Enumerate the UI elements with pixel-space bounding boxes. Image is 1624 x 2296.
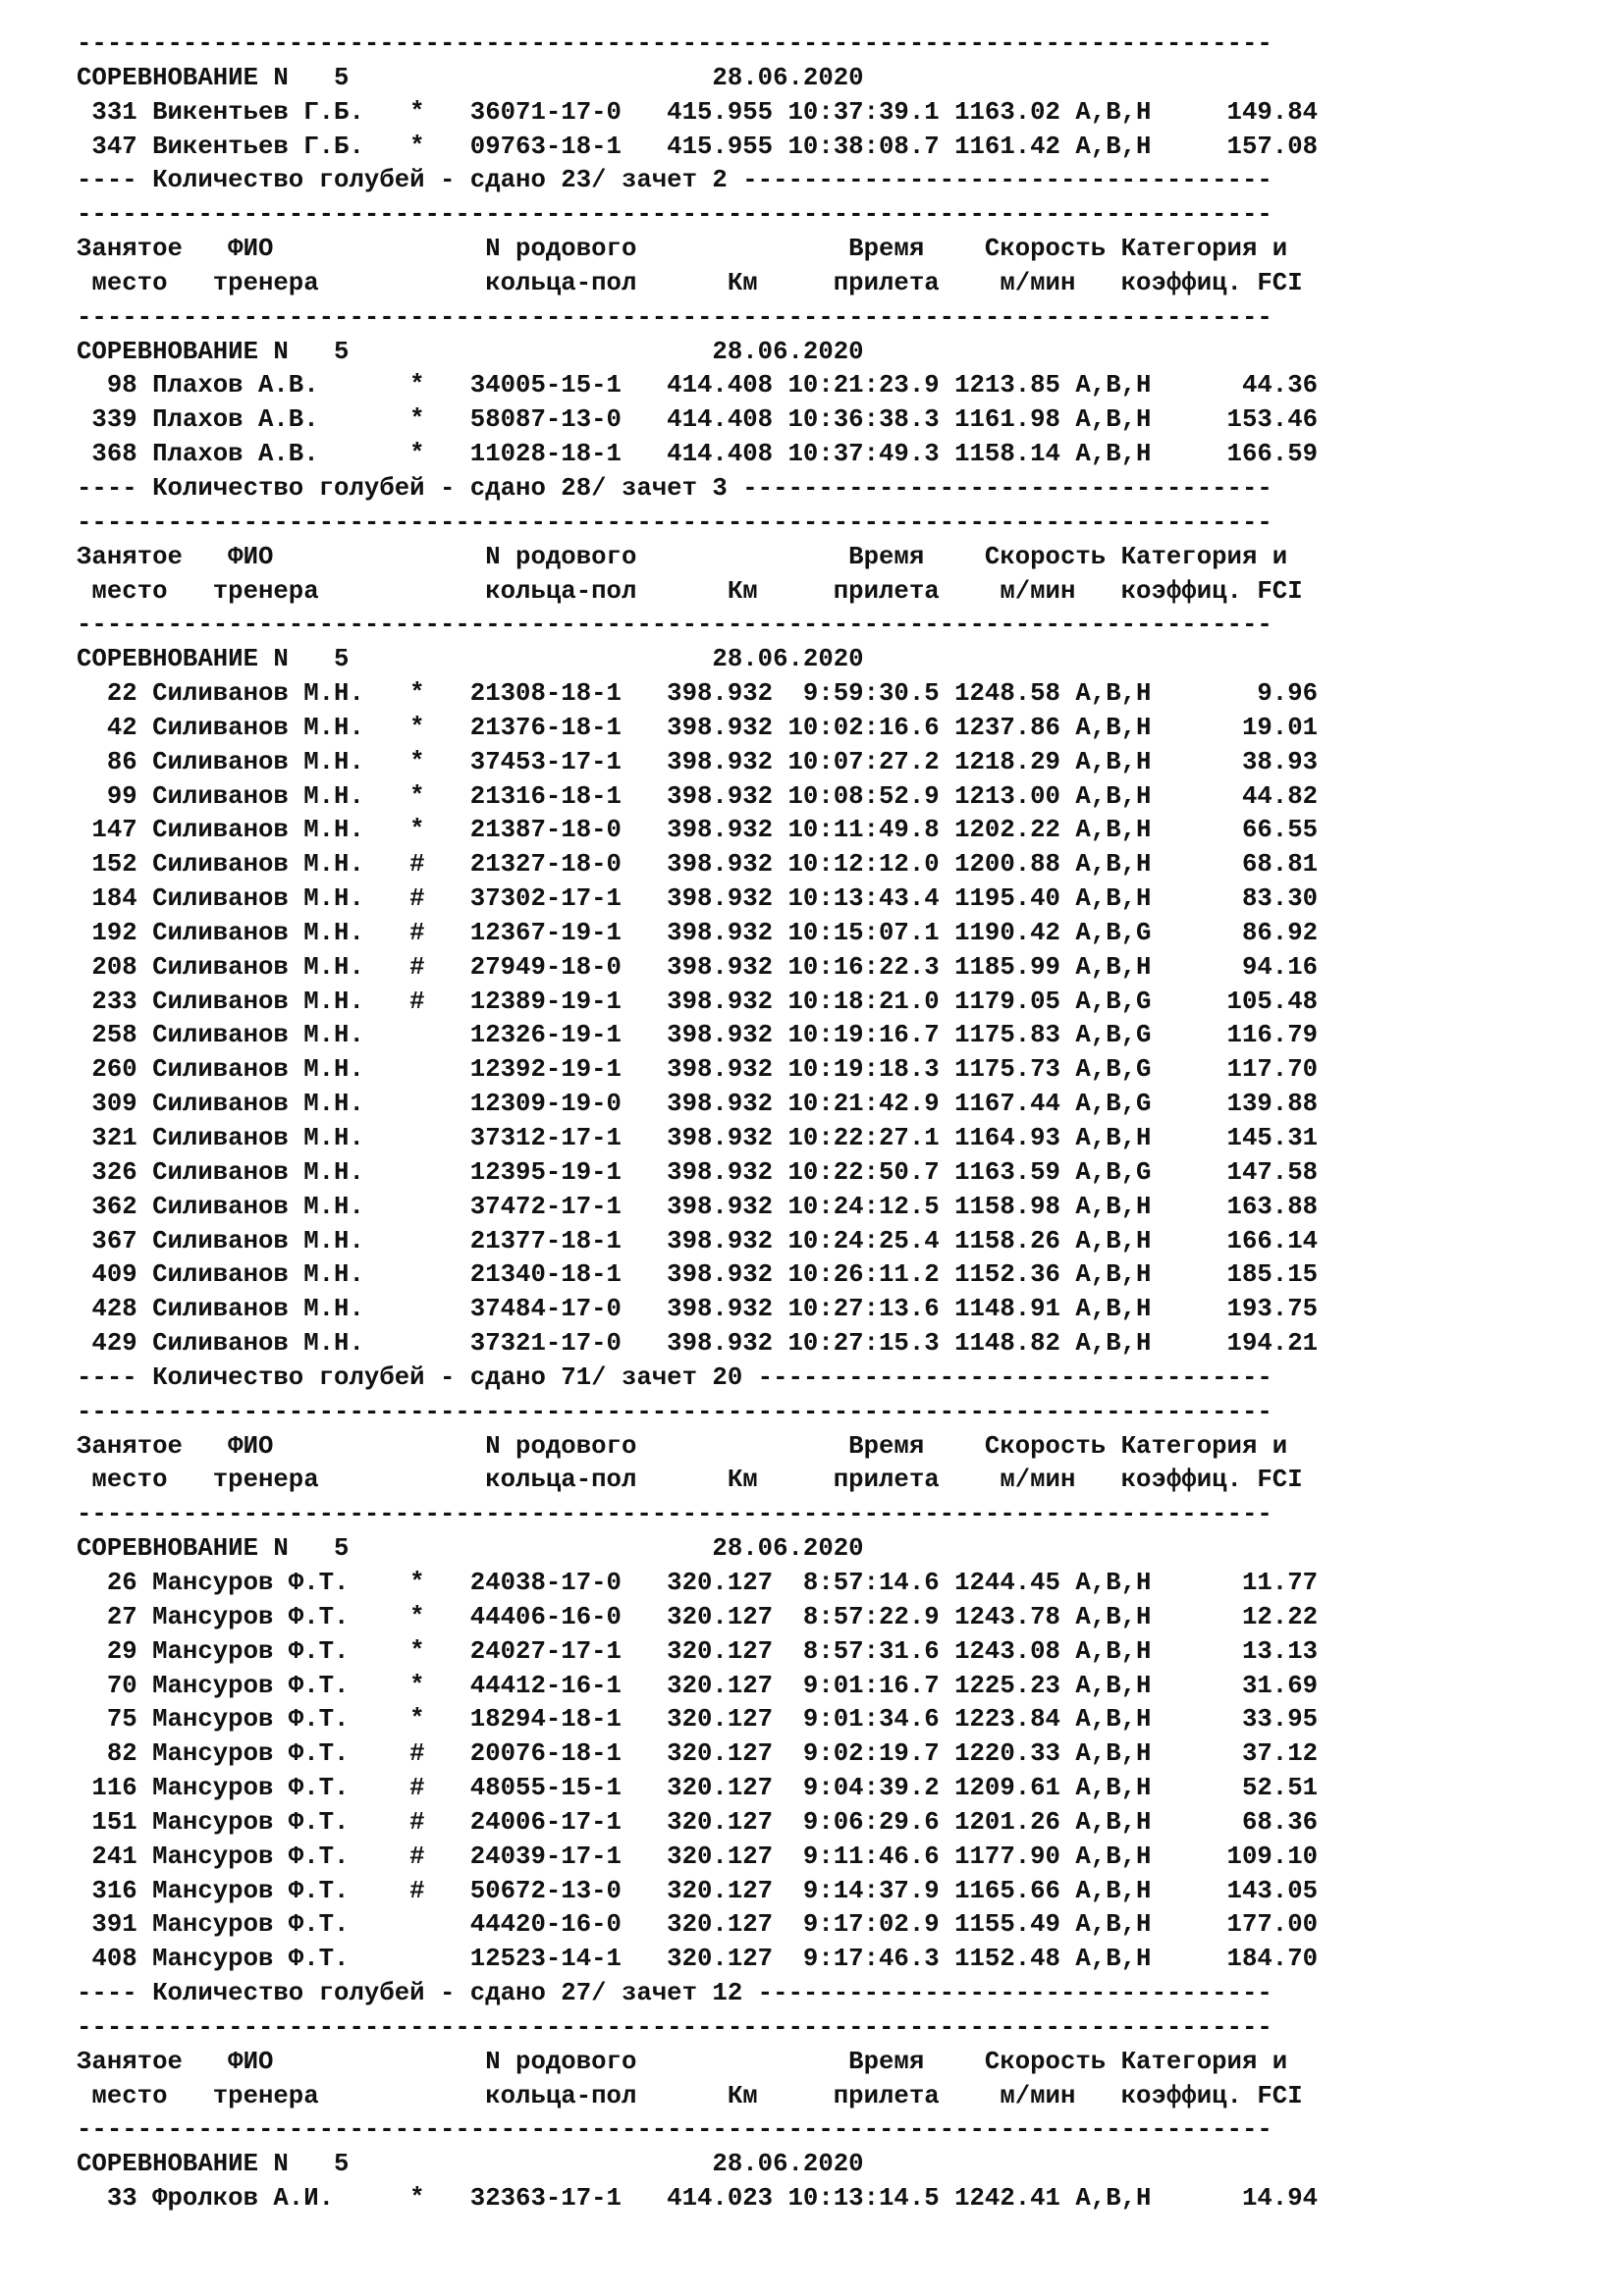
result-row: 147 Силиванов М.Н. * 21387-18-0 398.932 10:11:49.8 1202.22 A,B,H 66.55 <box>77 816 1319 845</box>
column-header: место тренера кольца-пол Км прилета м/мин коэффиц. FCI <box>77 1466 1303 1495</box>
column-header: место тренера кольца-пол Км прилета м/мин коэффиц. FCI <box>77 576 1303 606</box>
result-row: 428 Силиванов М.Н. 37484-17-0 398.932 10:27:13.6 1148.91 A,B,H 193.75 <box>77 1295 1319 1324</box>
summary-line: ---- Количество голубей - сдано 71/ зачет 20 ---------------------------------- <box>77 1362 1272 1392</box>
divider-line: ------------------------------------------------------------------------------- <box>77 200 1272 230</box>
divider-line: ------------------------------------------------------------------------------- <box>77 1500 1272 1529</box>
result-row: 347 Викентьев Г.Б. * 09763-18-1 415.955 10:38:08.7 1161.42 A,B,H 157.08 <box>77 132 1319 161</box>
result-row: 29 Мансуров Ф.Т. * 24027-17-1 320.127 8:57:31.6 1243.08 A,B,H 13.13 <box>77 1636 1319 1666</box>
result-row: 339 Плахов А.В. * 58087-13-0 414.408 10:36:38.3 1161.98 A,B,H 153.46 <box>77 405 1319 435</box>
result-row: 316 Мансуров Ф.Т. # 50672-13-0 320.127 9:14:37.9 1165.66 A,B,H 143.05 <box>77 1876 1319 1905</box>
result-row: 184 Силиванов М.Н. # 37302-17-1 398.932 10:13:43.4 1195.40 A,B,H 83.30 <box>77 884 1319 914</box>
competition-header: СОРЕВНОВАНИЕ N 5 28.06.2020 <box>77 1534 864 1564</box>
divider-line: ------------------------------------------------------------------------------- <box>77 1397 1272 1426</box>
divider-line: ------------------------------------------------------------------------------- <box>77 302 1272 332</box>
result-row: 75 Мансуров Ф.Т. * 18294-18-1 320.127 9:01:34.6 1223.84 A,B,H 33.95 <box>77 1705 1319 1735</box>
result-row: 408 Мансуров Ф.Т. 12523-14-1 320.127 9:17:46.3 1152.48 A,B,H 184.70 <box>77 1945 1319 1974</box>
result-row: 391 Мансуров Ф.Т. 44420-16-0 320.127 9:17:02.9 1155.49 A,B,H 177.00 <box>77 1910 1319 1940</box>
result-row: 241 Мансуров Ф.Т. # 24039-17-1 320.127 9:11:46.6 1177.90 A,B,H 109.10 <box>77 1842 1319 1871</box>
column-header: Занятое ФИО N родового Время Скорость Категория и <box>77 2047 1288 2076</box>
result-row: 326 Силиванов М.Н. 12395-19-1 398.932 10:22:50.7 1163.59 A,B,G 147.58 <box>77 1157 1319 1187</box>
result-row: 116 Мансуров Ф.Т. # 48055-15-1 320.127 9:04:39.2 1209.61 A,B,H 52.51 <box>77 1774 1319 1803</box>
result-row: 70 Мансуров Ф.Т. * 44412-16-1 320.127 9:01:16.7 1225.23 A,B,H 31.69 <box>77 1671 1319 1700</box>
result-row: 368 Плахов А.В. * 11028-18-1 414.408 10:37:49.3 1158.14 A,B,H 166.59 <box>77 440 1319 469</box>
summary-line: ---- Количество голубей - сдано 28/ зачет 3 ----------------------------------- <box>77 473 1272 503</box>
result-row: 258 Силиванов М.Н. 12326-19-1 398.932 10:19:16.7 1175.83 A,B,G 116.79 <box>77 1021 1319 1050</box>
result-row: 22 Силиванов М.Н. * 21308-18-1 398.932 9:59:30.5 1248.58 A,B,H 9.96 <box>77 679 1319 709</box>
summary-line: ---- Количество голубей - сдано 27/ зачет 12 ---------------------------------- <box>77 1979 1272 2008</box>
result-row: 362 Силиванов М.Н. 37472-17-1 398.932 10:24:12.5 1158.98 A,B,H 163.88 <box>77 1192 1319 1221</box>
result-row: 367 Силиванов М.Н. 21377-18-1 398.932 10:24:25.4 1158.26 A,B,H 166.14 <box>77 1226 1319 1255</box>
competition-header: СОРЕВНОВАНИЕ N 5 28.06.2020 <box>77 337 864 366</box>
competition-header: СОРЕВНОВАНИЕ N 5 28.06.2020 <box>77 2150 864 2179</box>
result-row: 86 Силиванов М.Н. * 37453-17-1 398.932 10:07:27.2 1218.29 A,B,H 38.93 <box>77 747 1319 776</box>
result-row: 152 Силиванов М.Н. # 21327-18-0 398.932 10:12:12.0 1200.88 A,B,H 68.81 <box>77 850 1319 880</box>
result-row: 331 Викентьев Г.Б. * 36071-17-0 415.955 10:37:39.1 1163.02 A,B,H 149.84 <box>77 97 1319 127</box>
summary-line: ---- Количество голубей - сдано 23/ зачет 2 ----------------------------------- <box>77 166 1272 195</box>
result-row: 33 Фролков А.И. * 32363-17-1 414.023 10:13:14.5 1242.41 A,B,H 14.94 <box>77 2184 1319 2214</box>
result-row: 42 Силиванов М.Н. * 21376-18-1 398.932 10:02:16.6 1237.86 A,B,H 19.01 <box>77 713 1319 742</box>
competition-header: СОРЕВНОВАНИЕ N 5 28.06.2020 <box>77 645 864 674</box>
results-document <box>77 27 1318 2216</box>
result-row: 260 Силиванов М.Н. 12392-19-1 398.932 10:19:18.3 1175.73 A,B,G 117.70 <box>77 1055 1319 1085</box>
column-header: Занятое ФИО N родового Время Скорость Категория и <box>77 235 1288 264</box>
competition-header: СОРЕВНОВАНИЕ N 5 28.06.2020 <box>77 63 864 92</box>
result-row: 99 Силиванов М.Н. * 21316-18-1 398.932 10:08:52.9 1213.00 A,B,H 44.82 <box>77 781 1319 811</box>
column-header: место тренера кольца-пол Км прилета м/мин коэффиц. FCI <box>77 2081 1303 2110</box>
result-row: 151 Мансуров Ф.Т. # 24006-17-1 320.127 9:06:29.6 1201.26 A,B,H 68.36 <box>77 1807 1319 1837</box>
result-row: 98 Плахов А.В. * 34005-15-1 414.408 10:21:23.9 1213.85 A,B,H 44.36 <box>77 371 1319 400</box>
result-row: 309 Силиванов М.Н. 12309-19-0 398.932 10:21:42.9 1167.44 A,B,G 139.88 <box>77 1090 1319 1119</box>
divider-line: ------------------------------------------------------------------------------- <box>77 507 1272 537</box>
result-row: 82 Мансуров Ф.Т. # 20076-18-1 320.127 9:02:19.7 1220.33 A,B,H 37.12 <box>77 1739 1319 1769</box>
result-row: 192 Силиванов М.Н. # 12367-19-1 398.932 10:15:07.1 1190.42 A,B,G 86.92 <box>77 918 1319 947</box>
result-row: 208 Силиванов М.Н. # 27949-18-0 398.932 10:16:22.3 1185.99 A,B,H 94.16 <box>77 952 1319 982</box>
result-row: 409 Силиванов М.Н. 21340-18-1 398.932 10:26:11.2 1152.36 A,B,H 185.15 <box>77 1260 1319 1290</box>
result-row: 233 Силиванов М.Н. # 12389-19-1 398.932 10:18:21.0 1179.05 A,B,G 105.48 <box>77 987 1319 1016</box>
column-header: место тренера кольца-пол Км прилета м/мин коэффиц. FCI <box>77 268 1303 297</box>
result-row: 321 Силиванов М.Н. 37312-17-1 398.932 10:22:27.1 1164.93 A,B,H 145.31 <box>77 1124 1319 1152</box>
divider-line: ------------------------------------------------------------------------------- <box>77 29 1272 58</box>
column-header: Занятое ФИО N родового Время Скорость Категория и <box>77 542 1288 571</box>
result-row: 429 Силиванов М.Н. 37321-17-0 398.932 10:27:15.3 1148.82 A,B,H 194.21 <box>77 1329 1319 1359</box>
divider-line: ------------------------------------------------------------------------------- <box>77 611 1272 640</box>
result-row: 27 Мансуров Ф.Т. * 44406-16-0 320.127 8:57:22.9 1243.78 A,B,H 12.22 <box>77 1602 1319 1631</box>
divider-line: ------------------------------------------------------------------------------- <box>77 2115 1272 2145</box>
result-row: 26 Мансуров Ф.Т. * 24038-17-0 320.127 8:57:14.6 1244.45 A,B,H 11.77 <box>77 1568 1319 1597</box>
column-header: Занятое ФИО N родового Время Скорость Категория и <box>77 1431 1288 1461</box>
divider-line: ------------------------------------------------------------------------------- <box>77 2012 1272 2042</box>
